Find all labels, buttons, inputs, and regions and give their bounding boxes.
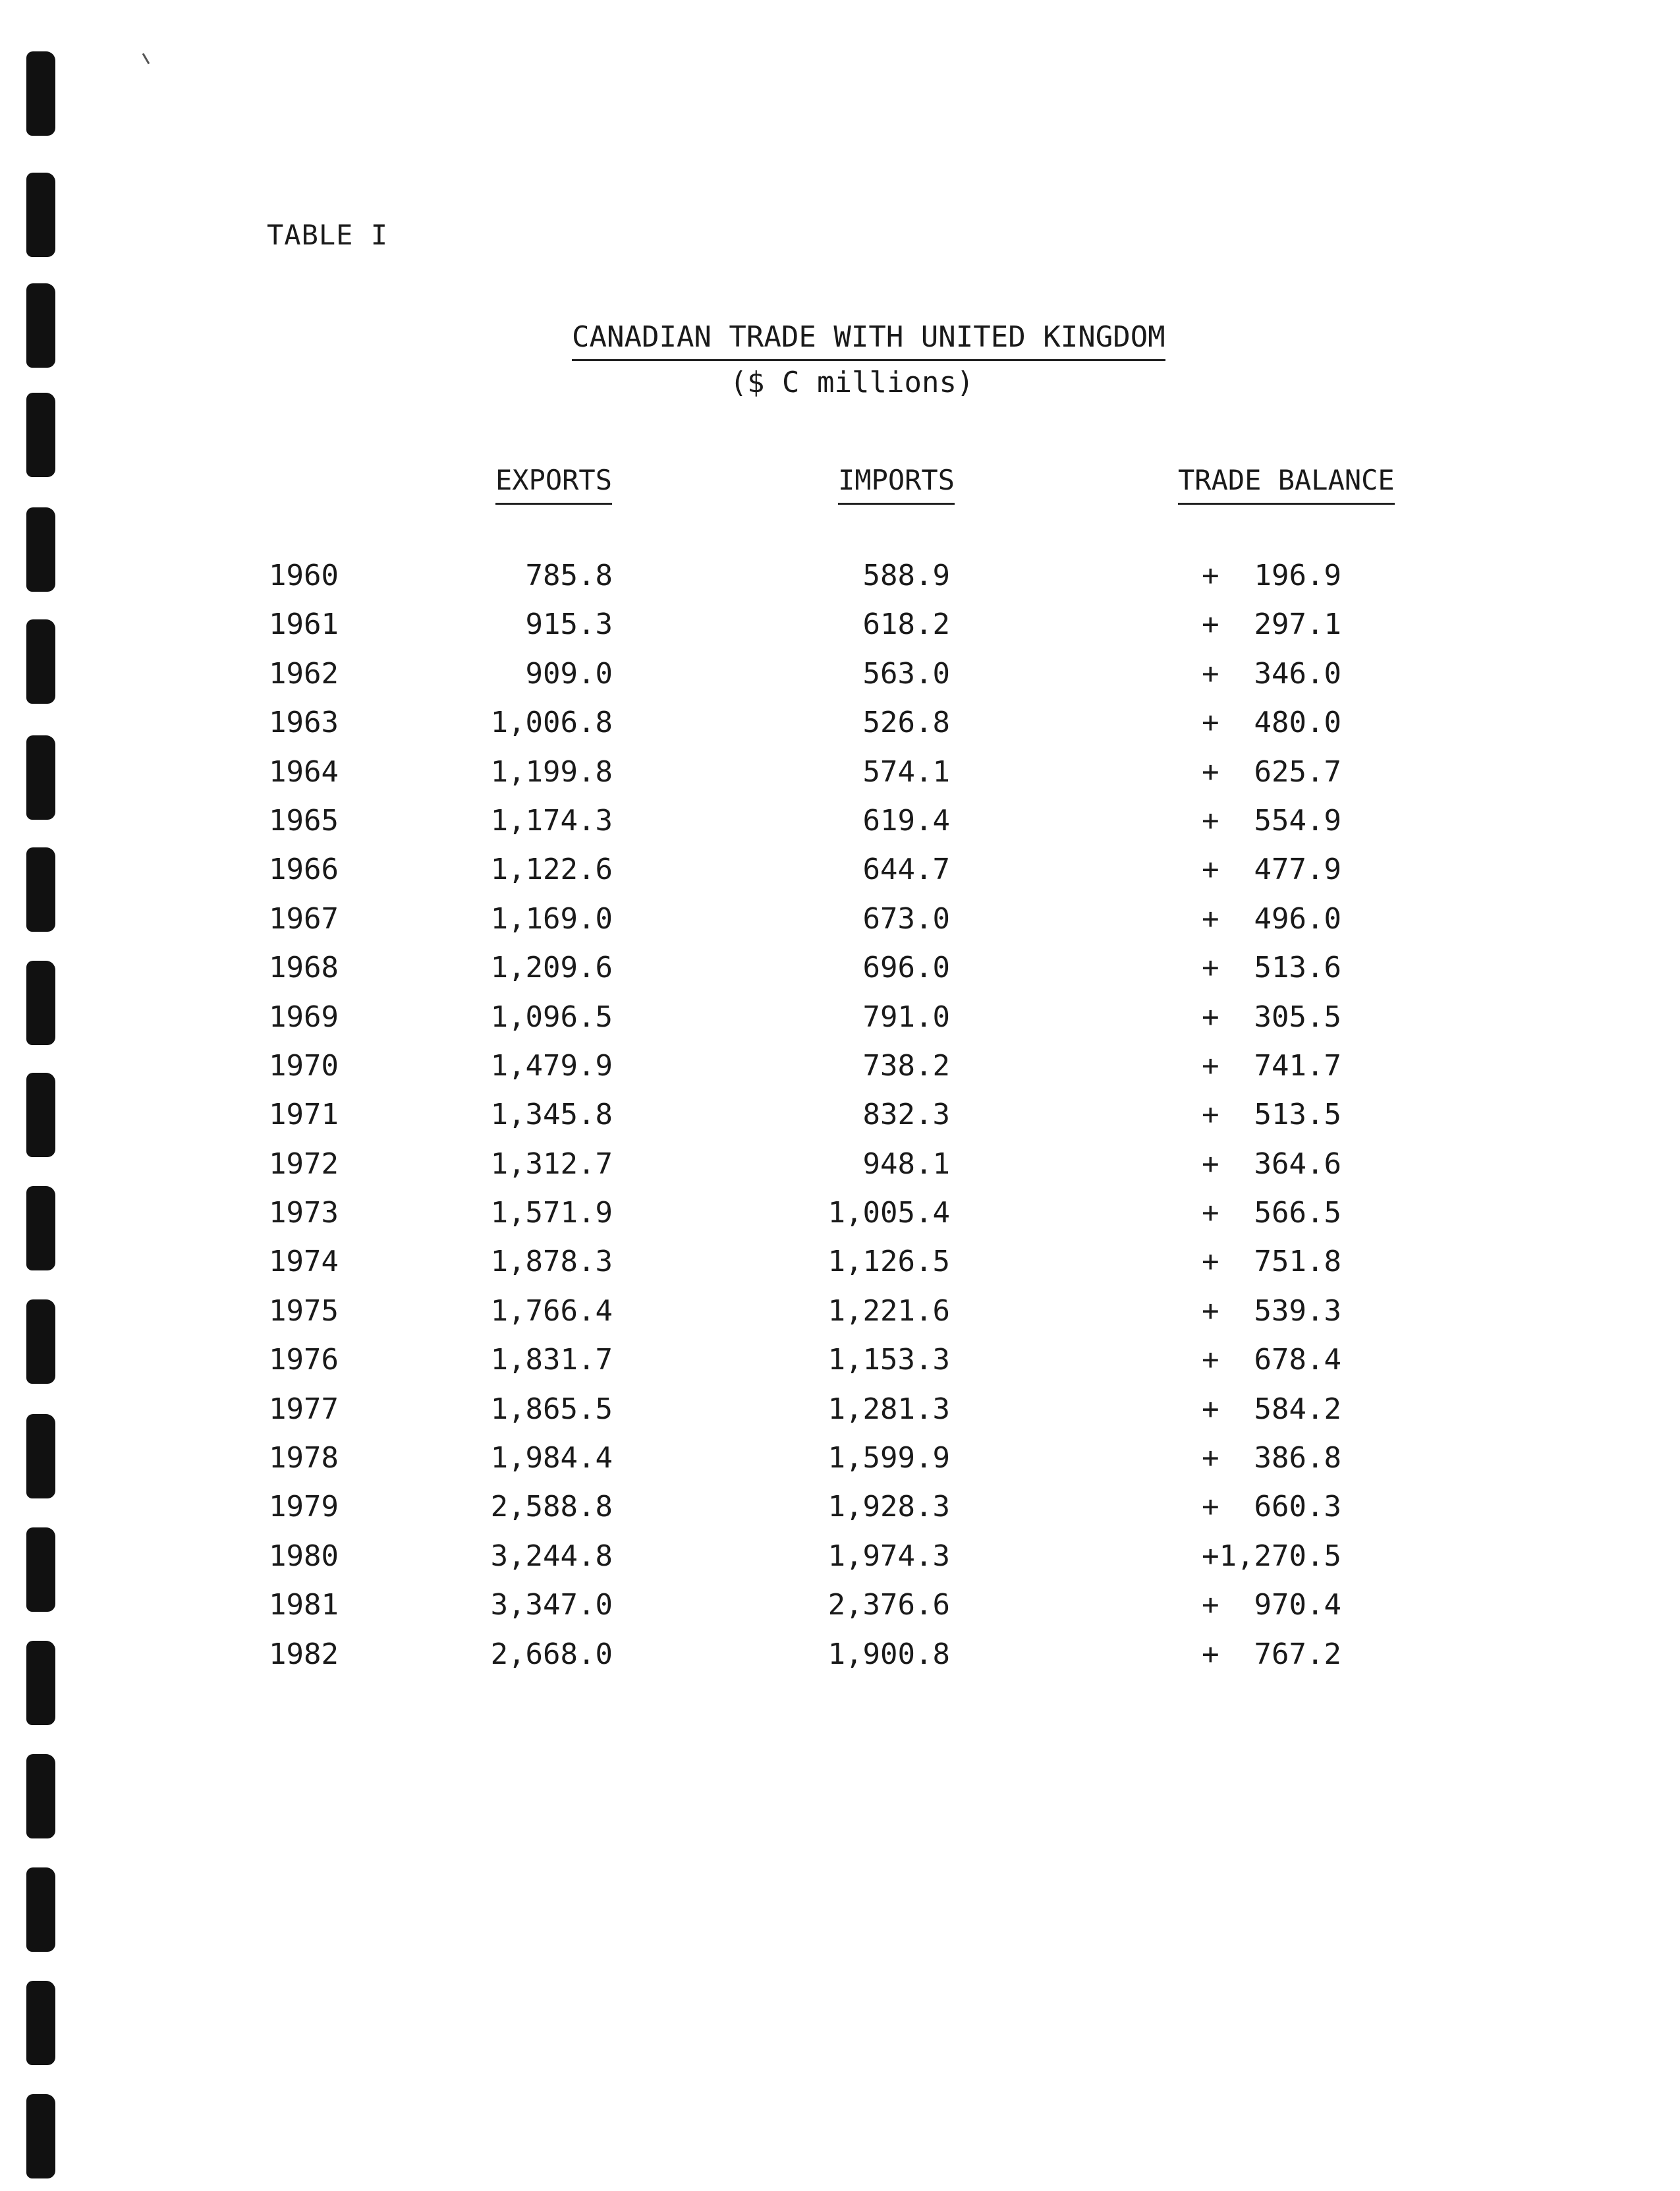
trade-balance-cell: + 305.5 <box>1202 1000 1341 1034</box>
table-row <box>0 1539 1680 1588</box>
imports-cell: 588.9 <box>862 559 950 592</box>
year-cell: 1963 <box>269 706 339 740</box>
trade-balance-cell: + 970.4 <box>1202 1588 1341 1622</box>
year-cell: 1973 <box>269 1196 339 1230</box>
table-title-text: CANADIAN TRADE WITH UNITED KINGDOM <box>572 320 1165 361</box>
punch-hole <box>26 393 55 477</box>
trade-table-body <box>0 559 1680 1686</box>
column-header-imports <box>838 464 955 505</box>
table-row <box>0 1147 1680 1196</box>
table-row <box>0 1588 1680 1637</box>
imports-cell: 1,153.3 <box>827 1343 950 1377</box>
table-subtitle: ($ C millions) <box>729 366 974 399</box>
trade-balance-cell: + 584.2 <box>1202 1392 1341 1426</box>
year-cell: 1982 <box>269 1637 339 1671</box>
imports-cell: 948.1 <box>862 1147 950 1181</box>
year-cell: 1974 <box>269 1245 339 1279</box>
exports-cell: 1,174.3 <box>490 803 613 838</box>
table-row <box>0 657 1680 706</box>
exports-cell: 1,096.5 <box>490 1000 613 1034</box>
exports-cell: 1,169.0 <box>490 901 613 936</box>
trade-balance-cell: + 660.3 <box>1202 1490 1341 1524</box>
trade-balance-cell: + 554.9 <box>1202 803 1341 838</box>
exports-cell: 3,244.8 <box>490 1539 613 1573</box>
column-header-trade-balance <box>1178 464 1395 505</box>
imports-cell: 619.4 <box>862 803 950 838</box>
year-cell: 1979 <box>269 1490 339 1524</box>
year-cell: 1966 <box>269 853 339 887</box>
table-row <box>0 1049 1680 1098</box>
year-cell: 1977 <box>269 1392 339 1426</box>
punch-hole <box>26 1754 55 1838</box>
table-row <box>0 804 1680 853</box>
imports-cell: 1,974.3 <box>827 1539 950 1573</box>
punch-hole <box>26 173 55 257</box>
year-cell: 1969 <box>269 1000 339 1034</box>
imports-cell: 1,281.3 <box>827 1392 950 1426</box>
exports-cell: 1,984.4 <box>490 1441 613 1475</box>
imports-cell: 2,376.6 <box>827 1588 950 1622</box>
trade-balance-cell: + 751.8 <box>1202 1245 1341 1279</box>
year-cell: 1967 <box>269 901 339 936</box>
exports-cell: 1,209.6 <box>490 951 613 985</box>
column-header-exports-text: EXPORTS <box>495 464 612 505</box>
table-row <box>0 1294 1680 1343</box>
exports-cell: 3,347.0 <box>490 1588 613 1622</box>
exports-cell: 1,766.4 <box>490 1294 613 1328</box>
punch-hole <box>26 1981 55 2065</box>
year-cell: 1976 <box>269 1343 339 1377</box>
table-row <box>0 706 1680 754</box>
trade-balance-cell: + 513.6 <box>1202 951 1341 985</box>
imports-cell: 574.1 <box>862 754 950 789</box>
exports-cell: 2,588.8 <box>490 1490 613 1524</box>
table-row <box>0 608 1680 656</box>
exports-cell: 909.0 <box>525 656 613 691</box>
exports-cell: 785.8 <box>525 559 613 592</box>
trade-balance-cell: + 496.0 <box>1202 901 1341 936</box>
punch-hole <box>26 51 55 136</box>
table-row <box>0 1392 1680 1441</box>
year-cell: 1978 <box>269 1441 339 1475</box>
exports-cell: 1,831.7 <box>490 1343 613 1377</box>
imports-cell: 791.0 <box>862 1000 950 1034</box>
table-row <box>0 1196 1680 1245</box>
exports-cell: 1,878.3 <box>490 1245 613 1279</box>
year-cell: 1968 <box>269 951 339 985</box>
table-row <box>0 1245 1680 1294</box>
trade-balance-cell: + 566.5 <box>1202 1196 1341 1230</box>
table-row <box>0 853 1680 901</box>
year-cell: 1980 <box>269 1539 339 1573</box>
table-row <box>0 1098 1680 1147</box>
exports-cell: 1,312.7 <box>490 1147 613 1181</box>
trade-balance-cell: + 767.2 <box>1202 1637 1341 1671</box>
year-cell: 1960 <box>269 559 339 592</box>
imports-cell: 1,599.9 <box>827 1441 950 1475</box>
table-row <box>0 1637 1680 1686</box>
exports-cell: 1,571.9 <box>490 1196 613 1230</box>
imports-cell: 832.3 <box>862 1098 950 1132</box>
column-header-trade-balance-text: TRADE BALANCE <box>1178 464 1395 505</box>
trade-balance-cell: + 297.1 <box>1202 608 1341 642</box>
table-row <box>0 755 1680 804</box>
exports-cell: 1,479.9 <box>490 1048 613 1083</box>
exports-cell: 1,199.8 <box>490 754 613 789</box>
exports-cell: 1,345.8 <box>490 1098 613 1132</box>
imports-cell: 644.7 <box>862 853 950 887</box>
imports-cell: 1,126.5 <box>827 1245 950 1279</box>
imports-cell: 1,928.3 <box>827 1490 950 1524</box>
table-row <box>0 1441 1680 1490</box>
imports-cell: 738.2 <box>862 1048 950 1083</box>
trade-balance-cell: +1,270.5 <box>1202 1539 1341 1573</box>
year-cell: 1961 <box>269 608 339 642</box>
exports-cell: 2,668.0 <box>490 1637 613 1671</box>
punch-hole <box>26 2094 55 2178</box>
imports-cell: 1,900.8 <box>827 1637 950 1671</box>
year-cell: 1972 <box>269 1147 339 1181</box>
trade-balance-cell: + 625.7 <box>1202 754 1341 789</box>
year-cell: 1981 <box>269 1588 339 1622</box>
exports-cell: 1,122.6 <box>490 853 613 887</box>
table-row <box>0 951 1680 1000</box>
column-header-exports <box>495 464 612 505</box>
trade-balance-cell: + 539.3 <box>1202 1294 1341 1328</box>
imports-cell: 696.0 <box>862 951 950 985</box>
trade-balance-cell: + 678.4 <box>1202 1343 1341 1377</box>
trade-balance-cell: + 513.5 <box>1202 1098 1341 1132</box>
trade-balance-cell: + 196.9 <box>1202 559 1341 592</box>
exports-cell: 1,865.5 <box>490 1392 613 1426</box>
year-cell: 1975 <box>269 1294 339 1328</box>
imports-cell: 1,005.4 <box>827 1196 950 1230</box>
year-cell: 1964 <box>269 754 339 789</box>
table-row <box>0 1490 1680 1539</box>
table-row <box>0 1000 1680 1049</box>
imports-cell: 563.0 <box>862 656 950 691</box>
imports-cell: 673.0 <box>862 901 950 936</box>
trade-balance-cell: + 480.0 <box>1202 706 1341 740</box>
table-row <box>0 559 1680 608</box>
exports-cell: 1,006.8 <box>490 706 613 740</box>
column-header-imports-text: IMPORTS <box>838 464 955 505</box>
trade-balance-cell: + 364.6 <box>1202 1147 1341 1181</box>
trade-balance-cell: + 346.0 <box>1202 656 1341 691</box>
trade-balance-cell: + 741.7 <box>1202 1048 1341 1083</box>
exports-cell: 915.3 <box>525 608 613 642</box>
punch-hole <box>26 1867 55 1952</box>
imports-cell: 618.2 <box>862 608 950 642</box>
imports-cell: 526.8 <box>862 706 950 740</box>
trade-balance-cell: + 386.8 <box>1202 1441 1341 1475</box>
scan-mark <box>142 53 150 64</box>
imports-cell: 1,221.6 <box>827 1294 950 1328</box>
table-title <box>572 320 1165 361</box>
table-row <box>0 1343 1680 1392</box>
table-row <box>0 902 1680 951</box>
trade-balance-cell: + 477.9 <box>1202 853 1341 887</box>
punch-hole <box>26 283 55 368</box>
table-label: TABLE I <box>267 219 389 251</box>
year-cell: 1971 <box>269 1098 339 1132</box>
year-cell: 1965 <box>269 803 339 838</box>
year-cell: 1970 <box>269 1048 339 1083</box>
year-cell: 1962 <box>269 656 339 691</box>
